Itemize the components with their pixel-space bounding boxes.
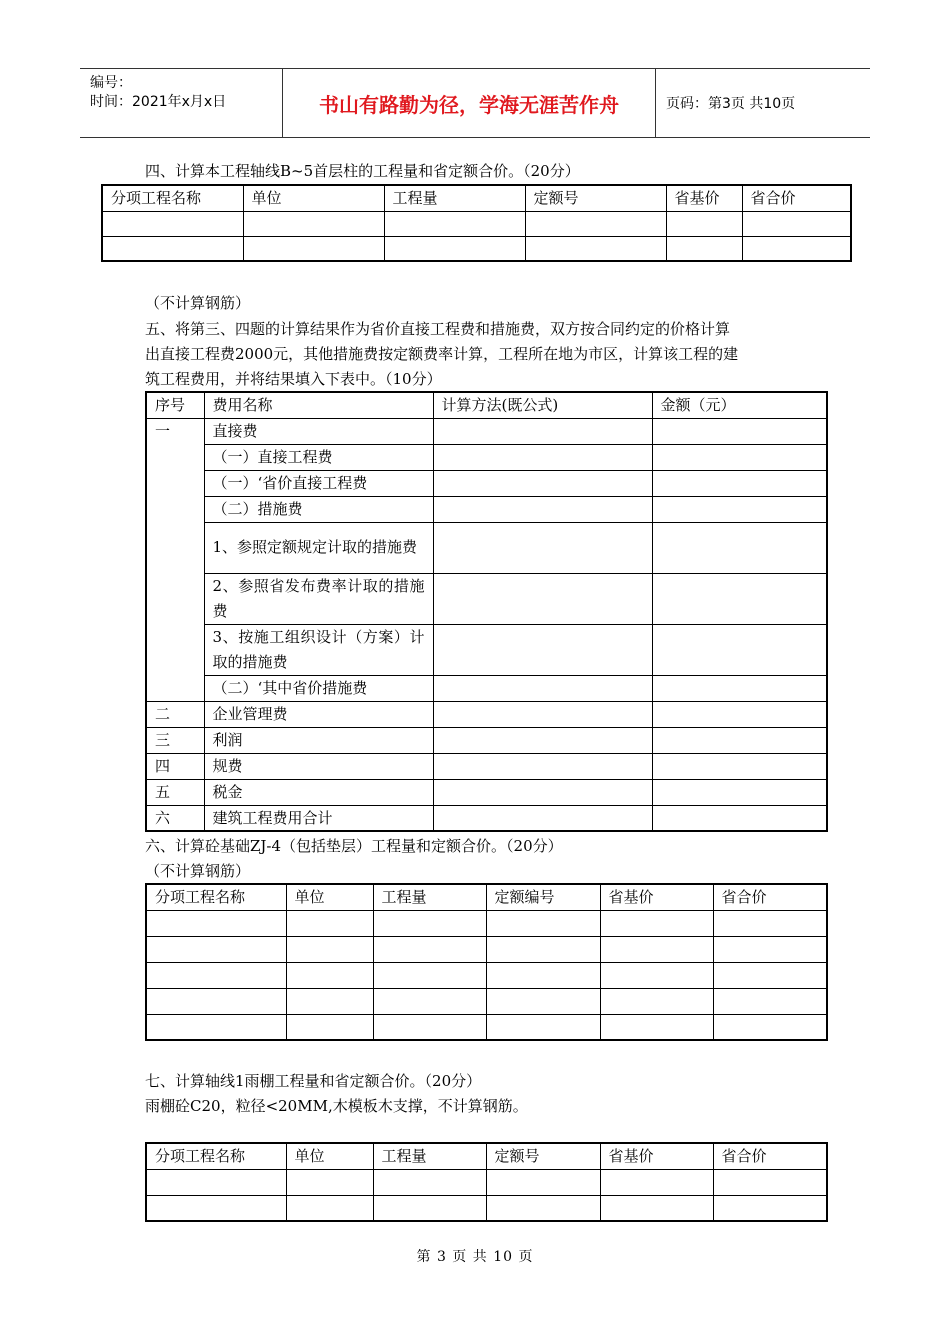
q6-header-cell: 省合价: [713, 884, 827, 910]
table-row: [146, 1014, 827, 1040]
fee-name: （二）措施费: [204, 496, 433, 522]
table-row: [146, 727, 827, 753]
table-row: [146, 936, 827, 962]
q5-header-cell: 金额（元）: [652, 392, 827, 418]
table-row: [146, 962, 827, 988]
q5-header-row: [146, 392, 827, 418]
q7-header-row: [146, 1143, 827, 1169]
q6-title: 六、计算砼基础ZJ-4（包括垫层）工程量和定额合价。（20分）: [145, 837, 563, 855]
page-header: [80, 68, 870, 138]
q7-title: 七、计算轴线1雨棚工程量和省定额合价。（20分）: [145, 1072, 482, 1090]
fee-name: 1、参照定额规定计取的措施费: [204, 522, 433, 573]
q7-table: [145, 1142, 828, 1222]
fee-name: 利润: [204, 727, 433, 753]
row-number: 五: [146, 779, 204, 805]
q7-header-cell: 省合价: [713, 1143, 827, 1169]
table-row: [146, 522, 827, 573]
code-label: 编号：: [90, 75, 132, 91]
table-row: [146, 910, 827, 936]
fee-name: （二）‘其中省价措施费: [204, 675, 433, 701]
table-row: [146, 470, 827, 496]
q4-title: 四、计算本工程轴线B~5首层柱的工程量和省定额合价。（20分）: [145, 162, 580, 180]
table-row: [146, 675, 827, 701]
time-label: 时间：2021年x月x日: [90, 94, 227, 110]
row-number: 一: [146, 418, 204, 701]
q6-header-row: [146, 884, 827, 910]
q7-header-cell: 工程量: [373, 1143, 486, 1169]
q7-header-cell: 定额号: [486, 1143, 600, 1169]
table-row: [146, 496, 827, 522]
fee-name: （一）直接工程费: [204, 444, 433, 470]
row-number: 六: [146, 805, 204, 831]
q4-header-cell: 分项工程名称: [102, 185, 243, 211]
header-page-info: 页码：第3页 共10页: [666, 96, 796, 112]
q6-header-cell: 单位: [286, 884, 373, 910]
row-number: 三: [146, 727, 204, 753]
table-row: [146, 988, 827, 1014]
table-row: [102, 236, 851, 261]
q6-header-cell: 分项工程名称: [146, 884, 286, 910]
q4-header-cell: 省基价: [666, 185, 742, 211]
fee-name: 税金: [204, 779, 433, 805]
table-row: [146, 779, 827, 805]
table-row: [146, 573, 827, 624]
q4-header-cell: 工程量: [384, 185, 525, 211]
row-number: 二: [146, 701, 204, 727]
q4-header-cell: 单位: [243, 185, 384, 211]
q6-header-cell: 工程量: [373, 884, 486, 910]
q4-header-cell: 定额号: [525, 185, 666, 211]
table-row: [146, 1195, 827, 1221]
q7-header-cell: 省基价: [600, 1143, 713, 1169]
table-row: [146, 418, 827, 444]
header-info: [80, 69, 283, 137]
q6-header-cell: 定额编号: [486, 884, 600, 910]
fee-name: 规费: [204, 753, 433, 779]
table-row: [146, 624, 827, 675]
table-row: [102, 211, 851, 236]
page-footer: 第 3 页 共 10 页: [416, 1249, 534, 1265]
q5-desc-line1: 五、将第三、四题的计算结果作为省价直接工程费和措施费，双方按合同约定的价格计算: [145, 320, 731, 338]
fee-name: （一）‘省价直接工程费: [204, 470, 433, 496]
q4-table: [101, 184, 852, 262]
table-row: [146, 1169, 827, 1195]
table-row: [146, 444, 827, 470]
header-motto: 书山有路勤为径，学海无涯苦作舟: [283, 69, 656, 137]
q5-fee-table: [145, 391, 828, 832]
table-row: [146, 701, 827, 727]
fee-name: 直接费: [204, 418, 433, 444]
fee-name: 企业管理费: [204, 701, 433, 727]
q7-header-cell: 单位: [286, 1143, 373, 1169]
q5-desc-line3: 筑工程费用，并将结果填入下表中。（10分）: [145, 370, 442, 388]
q6-header-cell: 省基价: [600, 884, 713, 910]
table-row: [146, 753, 827, 779]
q5-desc-line2: 出直接工程费2000元，其他措施费按定额费率计算，工程所在地为市区，计算该工程的建: [145, 345, 739, 363]
q4-header-cell: 省合价: [742, 185, 851, 211]
q7-header-cell: 分项工程名称: [146, 1143, 286, 1169]
row-number: 四: [146, 753, 204, 779]
fee-name: 2、参照省发布费率计取的措施费: [204, 573, 433, 624]
q5-header-cell: 计算方法(既公式): [433, 392, 652, 418]
q5-header-cell: 序号: [146, 392, 204, 418]
fee-name: 3、按施工组织设计（方案）计取的措施费: [204, 624, 433, 675]
fee-name: 建筑工程费用合计: [204, 805, 433, 831]
q6-note: （不计算钢筋）: [145, 862, 251, 880]
q4-note: （不计算钢筋）: [145, 294, 251, 312]
q7-note: 雨棚砼C20，粒径<20MM,木模板木支撑，不计算钢筋。: [145, 1097, 528, 1115]
q6-table: [145, 883, 828, 1041]
table-row: [146, 805, 827, 831]
q5-header-cell: 费用名称: [204, 392, 433, 418]
q4-header-row: [102, 185, 851, 211]
